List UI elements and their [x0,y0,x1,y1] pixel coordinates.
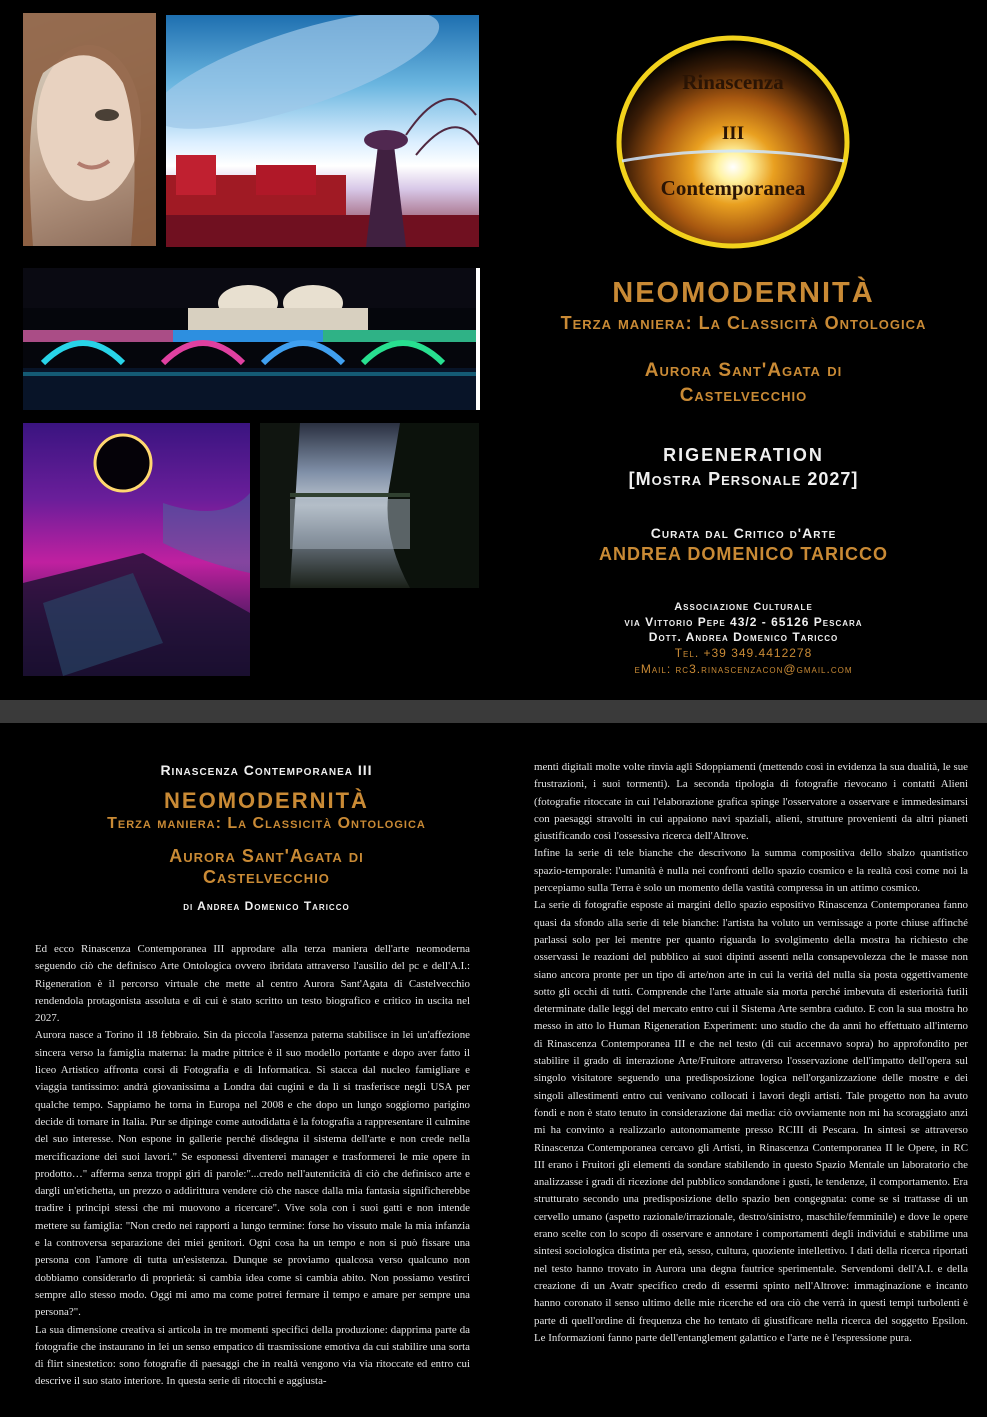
lake-photo [260,423,479,588]
cover-artist-line1: Aurora Sant'Agata di [644,360,843,381]
article-left-column [35,941,470,1411]
article-artist-line2: Castelvecchio [203,867,330,887]
association-director: Dott. Andrea Domenico Taricco [648,630,839,644]
association-address: via Vittorio Pepe 43/2 - 65126 Pescara [624,615,863,629]
left-paragraph: La sua dimensione creativa si articola in tre momenti specifici della produzione: dapprima parte da fotografie che instaurano in lei un senso empatico di trasmissione emotiva da cui stabilire una sorta di flirt sinestetico: sono fotografie di paesaggi che in realtà vengono via via ritoccate ed entro cui descrive il suo stato interiore. In questa serie di ritocchi e aggiusta- [35,1323,470,1388]
article-page [0,723,987,1417]
portrait-photo [23,13,156,246]
cover-artist-line2: Castelvecchio [679,385,808,406]
critic-name: ANDREA DOMENICO TARICCO [599,544,888,564]
article-right-column [534,759,968,1411]
cover-title: NEOMODERNITÀ [612,277,875,309]
show-title: RIGENERATION [663,445,824,465]
article-title: NEOMODERNITÀ [164,788,369,813]
eclipse-photo [23,423,250,676]
cover-subtitle: Terza maniera: La Classicità Ontologica [560,313,927,333]
association-phone: Tel. +39 349.4412278 [674,646,813,660]
article-header: Rinascenza Contemporanea III [160,762,373,778]
article-byline: di Andrea Domenico Taricco [183,899,350,913]
logo-middle-text: III [721,123,745,144]
cover-page [0,0,987,700]
rinascenza-logo [614,33,852,251]
right-paragraph: La serie di fotografie esposte ai margini dello spazio espositivo Rinascenza Contemporanea fanno quasi da sfondo alla serie di tele bianche: l'artista ha voluto un vernissage a porte chiuse affinché parlassi solo per lei mentre per quanto riguarda lo svolgimento della mostra ha richiesto che osservassi le reazioni del pubblico ai suoi dipinti assenti nella consapevolezza che le masse non siano ancora pronte per un tipo di arte/non arte in cui la verità del nulla sia posta oggettivamente sotto gli occhi di tutti. Comprende che l'arte attuale sia morta perché imbevuta di esteriorità futili determinate dalle leggi del mercato entro cui il Sistema Arte sembra caduto. E con la sua mostra ho messo in atto lo Human Rigeneration Experiment: uno studio che da anni ho effettuato all'interno di Rinascenza Contemporanea III e che nel testo (di cui accennavo sopra) ho approfondito per stabilire il grado di interazione Arte/Fruitore attraverso l'osservazione dell'impatto dell'opera sul singolo visitatore seguendo una predisposizione logica nell'organizzazione delle mostre e dei singoli allestimenti entro cui venivano collocati i lavori degli artisti. Tale progetto non ha avuto fondi e non è stato tenuto in considerazione dai media: ciò ovviamente non mi ha scoraggiato anzi mi ha convinto a realizzarlo autonomamente presso RCIII di Pescara. In sintesi se attraverso Rinascenza Contemporanea cercavo gli Artisti, in Rinascenza Contemporanea II le Opere, in RC III erano i Fruitori gli elementi da sondare stabilendo in questo Spazio Mentale un laboratorio che analizzasse i gradi di ricezione del pubblico sondandone i gusti, le tendenze, il comportamento. Era strutturato secondo una predisposizione dello spazio ben congegnata: come se si trattasse di un cervello umano (aspetto razionale/irrazionale, destro/sinistro, maschile/femminile) e dove le opere erano scelte con lo scopo di osservare e annotare i comportamenti degli individui e stabilirne una sintesi sociologica distinta per età, sesso, cultura, quoziente intellettivo. I dati della ricerca riportati nel testo hanno trovato in Aurora una degna fautrice sperimentale. Servendomi dell'A.I. e della creazione di un Avatr specifico credo di essermi spinto nell'Altrove: immaginazione e incanto hanno coronato il senso ultimo delle mie ricerche ed ora ciò che verrà in questi tempi turbolenti è parte di quell'ordine di frequenza che ho tentato di giustificare nella ricerca del soggetto Epsilon. Le Informazioni fanno parte dell'entanglement galattico e l'arte ne è l'espressione pura. [534,899,968,1344]
association-email[interactable]: eMail: rc3.rinascenzacon@gmail.com [634,662,853,676]
right-paragraph: menti digitali molte volte rinvia agli Sdoppiamenti (mettendo così in evidenza la sua dualità, le sue frustrazioni, i suoi tormenti). La seconda tipologia di fotografie rievocano i contatti Alieni (fotografie ritoccate in cui l'elaborazione grafica spinge l'osservatore a osservare e immedesimarsi con paesaggi stravolti in cui appaiono navi spaziali, alieni, strutture provenienti da altri pianeti giustificando così l'ossessiva ricerca dell'Altrove. [534,761,968,843]
association-label: Associazione Culturale [674,601,813,613]
curated-by: Curata dal Critico d'Arte [650,525,837,541]
show-subtitle: [Mostra Personale 2027] [628,469,859,489]
left-paragraph: Aurora nasce a Torino il 18 febbraio. Sin da piccola l'assenza paterna stabilisce in lei un'affezione sincera verso la famiglia materna: la madre pittrice è il suo modello portante e dopo aver fatto il liceo Artistico affronta corsi di Fotografia e di Informatica. Si stacca dal nucleo famigliare e viaggia tantissimo: andrà giovanissima a Londra dai cugini e da lì si trasferisce negli USA per qualche tempo. Sappiamo he torna in Europa nel 2008 e che dopo un lungo soggiorno parigino decide di tornare in Italia. Pur se dipinge come autodidatta è la fotografia a rappresentare il culmine del suo interesse. Non espone in gallerie perché disdegna il sistema dell'arte e non crede nella mercificazione dei suoi lavori." Se esponessi diventerei manager e trasformerei le mie opere in prodotto…" afferma senza troppi giri di parole:"...credo nell'autenticità di ciò che definisco arte e dargli un'etichetta, un prezzo o addirittura vendere ciò che nasce dalla mia fantasia significherebbe tradire i principi stessi che mi muovono a ricercare". Vive sola con i suoi gatti e non intende mettere su famiglia: "Non credo nei rapporti a lungo termine: forse ho vissuto male la mia infanzia e la controversa separazione dei miei genitori. Ogni cosa ha un tempo e non si può fissare una persona con l'amore di tutta un'esistenza. Dunque se proviamo qualcosa verso qualcuno non dobbiamo considerarlo di proprietà: si cambia idea come si cambia abito. Non possiamo vestirci sempre allo stesso modo. Oggi mi amo ma come potrei fermare il tempo e amare per sempre una persona?". [35,1029,470,1319]
article-subtitle: Terza maniera: La Classicità Ontologica [107,815,426,832]
article-artist-line1: Aurora Sant'Agata di [169,846,364,866]
logo-bottom-text: Contemporanea [660,176,806,200]
logo-top-text: Rinascenza [682,70,784,94]
right-paragraph: Infine la serie di tele bianche che descrivono la summa compositiva dello sbalzo quantistico spazio-temporale: l'umanità è nulla nei confronti dello spazio cosmico e la realtà così come noi la percepiamo sulla Terra è solo un momento della vastità compressa in un attimo cosmico. [534,847,968,895]
bridge-night-photo [23,268,480,410]
castle-photo [166,15,479,247]
left-paragraph: Ed ecco Rinascenza Contemporanea III approdare alla terza maniera dell'arte neomoderna seguendo ciò che definisco Arte Ontologica ovvero ibridata attraverso l'ausilio del pc e dell'A.I.: Rigeneration è il percorso virtuale che mette al centro Aurora Sant'Agata di Castelvecchio rendendola protagonista assoluta e di cui è stato scritto un testo biografico e critico in uscita nel 2027. [35,943,470,1025]
